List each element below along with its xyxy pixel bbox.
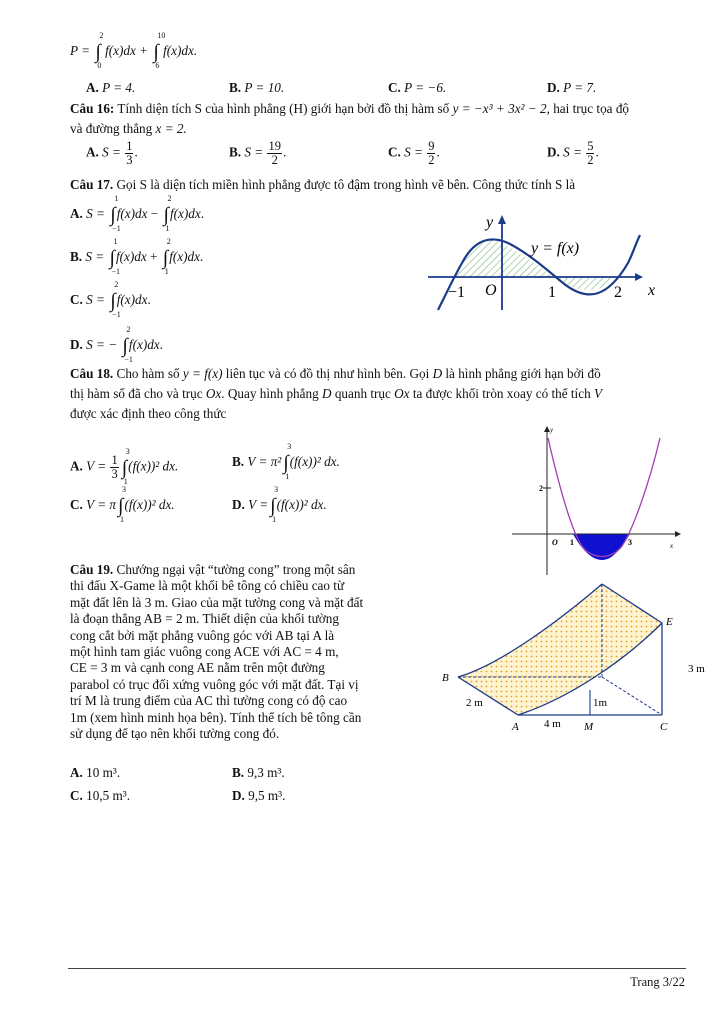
q17-option-d[interactable]: D. S = − ∫ 2 −1 f(x)dx. xyxy=(70,325,163,364)
q17-x-label: x xyxy=(648,282,656,299)
q15-option-b[interactable]: B. P = 10. xyxy=(229,80,285,95)
q19-label-c: C xyxy=(660,721,668,733)
q18-origin-label: O xyxy=(552,538,558,547)
q16-option-a[interactable]: A. S = $\frac{1}{3}$ . xyxy=(86,139,138,167)
q17-graph xyxy=(428,205,668,315)
q16-question-cont: và đường thẳng x = 2. xyxy=(70,121,187,136)
q17-x-arrow-icon xyxy=(635,273,643,281)
q19-wall-figure xyxy=(430,580,715,740)
q17-tick-minus-one: −1 xyxy=(448,284,466,301)
q16-option-b[interactable]: B. S = $\frac{19}{2}$ . xyxy=(229,139,287,167)
q17-y-label: y xyxy=(486,214,494,231)
q19-hidden-edge xyxy=(602,677,662,715)
q15-option-d[interactable]: D. P = 7. xyxy=(547,80,597,95)
q18-option-b[interactable]: B. V = π² ∫ 3 1 (f(x))² dx. xyxy=(232,442,340,481)
q17-tick-two: 2 xyxy=(614,284,622,301)
q19-option-c[interactable]: C. 10,5 m³. xyxy=(70,788,131,803)
q16-question: Câu 16: Tính diện tích S của hình phẳng (H) giới hạn bởi đồ thị hàm số y = −x³ + 3x² − 2, hai trục tọa độ xyxy=(70,101,630,116)
q19-question: Câu 19. Chướng ngại vật “tường cong” trong một sân thi đấu X-Game là một khối bê tông có chiều cao từ mặt đất lên là 3 m. Giao của mặt tường cong và mặt đất là đoạn thẳng AB = 2 m. Thiết diện của khối tường cong cắt bởi mặt phẳng vuông góc với AB tại A là một hình tam giác vuông cong ACE với AC = 4 m, CE = 3 m và cạnh cong AE nằm trên một đường parabol có trục đối xứng vuông góc với mặt đất. Tại vị trí M là trung điểm của AC thì tường cong có độ cao 1m (xem hình minh họa bên). Tính thể tích bê tông cần sử dụng để tạo nên khối tường cong đó. xyxy=(70,562,364,742)
q18-option-c[interactable]: C. V = π ∫ 3 1 (f(x))² dx. xyxy=(70,485,175,524)
q15-option-c[interactable]: C. P = −6. xyxy=(388,80,447,95)
q19-label-e: E xyxy=(666,616,673,628)
q17-option-b[interactable]: B. S = ∫ 1 −1 f(x)dx + ∫ 2 1 f(x)dx. xyxy=(70,237,204,276)
q18-y-label: y xyxy=(550,426,554,434)
q17-origin-label: O xyxy=(485,282,497,299)
q18-option-a[interactable]: A. V = $\frac{1}{3}$ ∫ 3 1 (f(x))² dx. xyxy=(70,446,179,486)
q19-label-m: M xyxy=(584,721,594,733)
q18-line-3: được xác định theo công thức xyxy=(70,406,227,421)
q18-tick-two-label: 2 xyxy=(539,484,543,493)
integral-sign: ∫ 2 0 xyxy=(95,31,104,70)
integral-sign: ∫ 10 6 xyxy=(153,31,166,70)
q16-option-d[interactable]: D. S = $\frac{5}{2}$ . xyxy=(547,139,599,167)
page-number: Trang 3/22 xyxy=(630,975,685,989)
q19-label-b: B xyxy=(442,672,449,684)
q17-question: Câu 17. Gọi S là diện tích miền hình phẳng được tô đậm trong hình vẽ bên. Công thức tính S là xyxy=(70,177,576,192)
q18-graph xyxy=(510,420,685,580)
q17-curve-label: y = f(x) xyxy=(531,240,580,257)
q16-option-c[interactable]: C. S = $\frac{9}{2}$ . xyxy=(388,139,440,167)
p-formula: P = ∫ 2 0 f(x)dx + ∫ 10 6 f(x)dx. xyxy=(70,31,198,70)
q19-label-a: A xyxy=(512,721,519,733)
q19-option-a[interactable]: A. 10 m³. xyxy=(70,765,121,780)
q19-option-b[interactable]: B. 9,3 m³. xyxy=(232,765,285,780)
q17-tick-one: 1 xyxy=(548,284,556,301)
q17-option-c[interactable]: C. S = ∫ 2 −1 f(x)dx. xyxy=(70,280,151,319)
footer-divider xyxy=(68,968,686,969)
q19-length-am: 4 m xyxy=(544,718,561,730)
q19-length-ab: 2 m xyxy=(466,697,483,709)
q17-option-a[interactable]: A. S = ∫ 1 −1 f(x)dx − ∫ 2 1 f(x)dx. xyxy=(70,194,205,233)
q19-wall-height: 3 m xyxy=(688,663,705,675)
q18-tick-three: 3 xyxy=(628,538,632,547)
q19-height-label: 1m xyxy=(593,697,608,709)
q15-option-a[interactable]: A. P = 4. xyxy=(86,80,136,95)
q18-x-label: x xyxy=(670,542,674,550)
q17-y-arrow-icon xyxy=(498,215,506,224)
q18-line-2: thị hàm số đã cho và trục Ox. Quay hình phẳng D quanh trục Ox ta được khối tròn xoay có thể tích V xyxy=(70,386,603,401)
q18-tick-one: 1 xyxy=(570,538,574,547)
q19-option-d[interactable]: D. 9,5 m³. xyxy=(232,788,286,803)
q18-x-arrow-icon xyxy=(675,531,681,537)
q18-option-d[interactable]: D. V = ∫ 3 1 (f(x))² dx. xyxy=(232,485,327,524)
q18-line-1: Câu 18. Cho hàm số y = f(x) liên tục và có đồ thị như hình bên. Gọi D là hình phẳng giới hạn bởi đồ xyxy=(70,366,601,381)
